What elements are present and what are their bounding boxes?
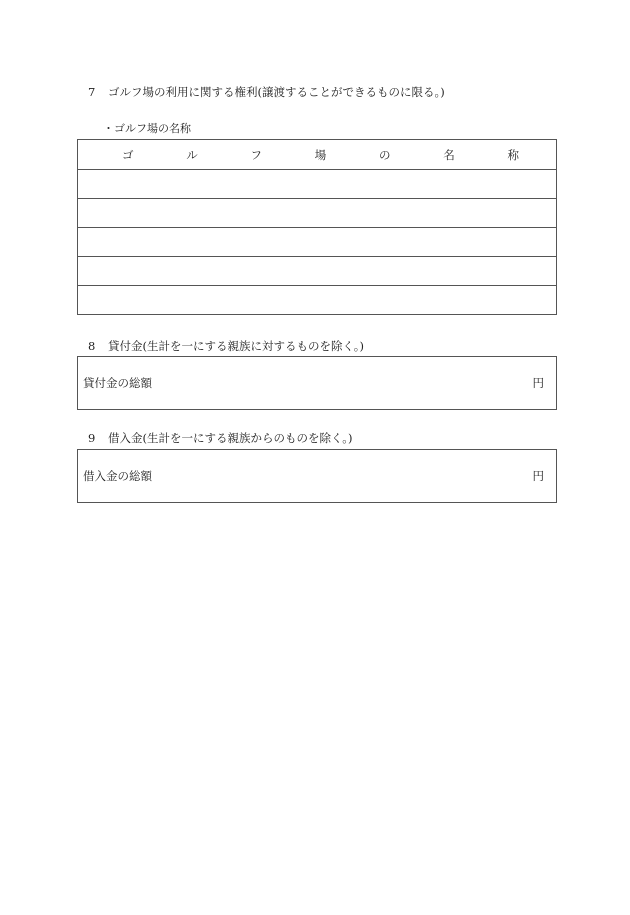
golf-course-name-cell[interactable] <box>78 228 557 257</box>
golf-course-name-label: ・ゴルフ場の名称 <box>103 122 191 135</box>
borrowing-box[interactable] <box>77 449 557 503</box>
loan-receivable-total-label: 貸付金の総額 <box>83 376 152 390</box>
loan-receivable-box[interactable] <box>77 356 557 410</box>
header-char: ゴ <box>122 147 134 162</box>
golf-course-name-cell[interactable] <box>78 257 557 286</box>
golf-course-name-cell[interactable] <box>78 286 557 315</box>
golf-table-header <box>78 140 557 170</box>
section-7-title: ゴルフ場の利用に関する権利(譲渡することができるものに限る。) <box>108 85 445 99</box>
section-8-heading <box>88 338 364 354</box>
section-8-number: 8 <box>88 339 96 353</box>
section-8-title: 貸付金(生計を一にする親族に対するものを除く。) <box>108 339 364 353</box>
header-char: 称 <box>507 147 519 162</box>
header-char: 名 <box>443 147 455 162</box>
section-9-heading <box>88 430 353 446</box>
header-char: の <box>379 147 391 162</box>
section-7-heading <box>88 84 445 100</box>
header-char: ル <box>186 147 198 162</box>
table-row <box>78 228 557 257</box>
yen-unit: 円 <box>532 469 544 483</box>
header-char: フ <box>250 147 262 162</box>
table-row <box>78 286 557 315</box>
golf-table-header-row <box>78 140 557 170</box>
borrowing-total-label: 借入金の総額 <box>83 469 152 483</box>
section-7-number: 7 <box>88 85 96 99</box>
section-9-number: 9 <box>88 431 96 445</box>
golf-course-table <box>77 139 557 315</box>
table-row <box>78 199 557 228</box>
golf-course-name-cell[interactable] <box>78 170 557 199</box>
section-9-title: 借入金(生計を一にする親族からのものを除く。) <box>108 431 353 445</box>
header-char: 場 <box>314 147 327 162</box>
table-row <box>78 257 557 286</box>
golf-course-name-cell[interactable] <box>78 199 557 228</box>
table-row <box>78 170 557 199</box>
yen-unit: 円 <box>532 376 544 390</box>
